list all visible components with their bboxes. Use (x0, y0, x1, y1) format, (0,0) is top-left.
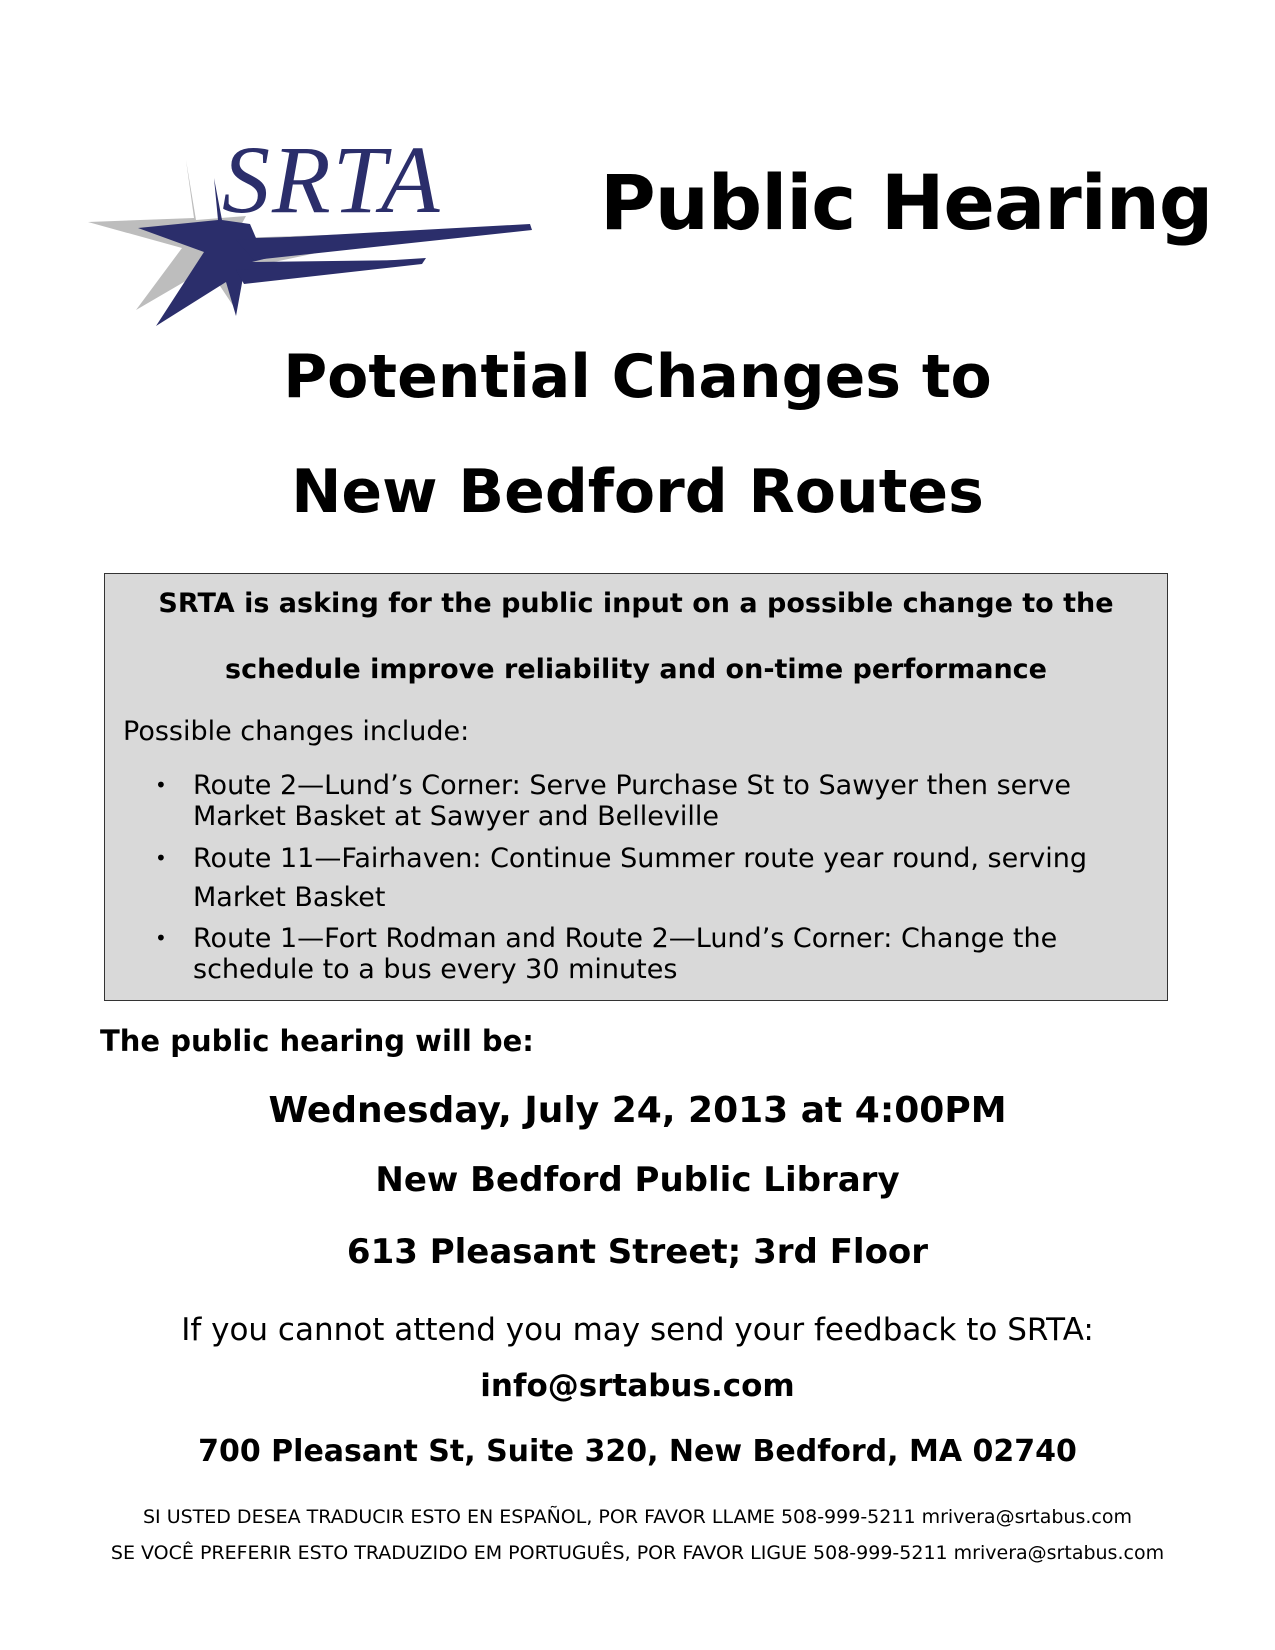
list-item (105, 770, 1167, 832)
hearing-address: 613 Pleasant Street; 3rd Floor (346, 1232, 929, 1272)
hearing-label: The public hearing will be: (100, 1024, 534, 1058)
list-item-line: Route 1—Fort Rodman and Route 2—Lund’s Corner: Change the (193, 923, 1058, 954)
list-item (105, 843, 1167, 913)
subtitle-line-2: New Bedford Routes (291, 457, 984, 527)
list-item-line: schedule to a bus every 30 minutes (193, 954, 678, 985)
box-heading-line-2: schedule improve reliability and on-time performance (225, 654, 1047, 685)
hearing-date: Wednesday, July 24, 2013 at 4:00PM (268, 1090, 1007, 1131)
bullet-icon: • (155, 773, 167, 797)
contact-email: info@srtabus.com (480, 1368, 795, 1404)
list-item-line: Market Basket (193, 882, 386, 913)
list-item (105, 923, 1167, 985)
shooting-star-icon (86, 120, 556, 350)
list-item-line: Route 2—Lund’s Corner: Serve Purchase St to Sawyer then serve (193, 770, 1071, 801)
feedback-text: If you cannot attend you may send your feedback to SRTA: (181, 1312, 1094, 1348)
footer-spanish: SI USTED DESEA TRADUCIR ESTO EN ESPAÑOL, POR FAVOR LLAME 508-999-5211 mrivera@srtabus.com (142, 1506, 1132, 1528)
hearing-venue: New Bedford Public Library (375, 1160, 900, 1200)
bullet-icon: • (155, 926, 167, 950)
subtitle-line-1: Potential Changes to (283, 342, 992, 412)
box-heading-line-1: SRTA is asking for the public input on a possible change to the (158, 588, 1114, 619)
changes-list (105, 770, 1167, 985)
changes-intro: Possible changes include: (123, 716, 470, 747)
list-item-line: Route 11—Fairhaven: Continue Summer route year round, serving (193, 843, 1088, 874)
mailing-address: 700 Pleasant St, Suite 320, New Bedford, MA 02740 (198, 1434, 1077, 1469)
footer-portuguese: SE VOCÊ PREFERIR ESTO TRADUZIDO EM PORTUGUÊS, POR FAVOR LIGUE 508-999-5211 mrivera@srtabus.com (110, 1542, 1165, 1564)
bullet-icon: • (155, 846, 167, 870)
srta-logo (86, 120, 556, 350)
list-item-line: Market Basket at Sawyer and Belleville (193, 801, 719, 832)
info-box (104, 573, 1168, 1001)
page-title: Public Hearing (600, 158, 1213, 247)
logo-text: SRTA (222, 126, 442, 233)
